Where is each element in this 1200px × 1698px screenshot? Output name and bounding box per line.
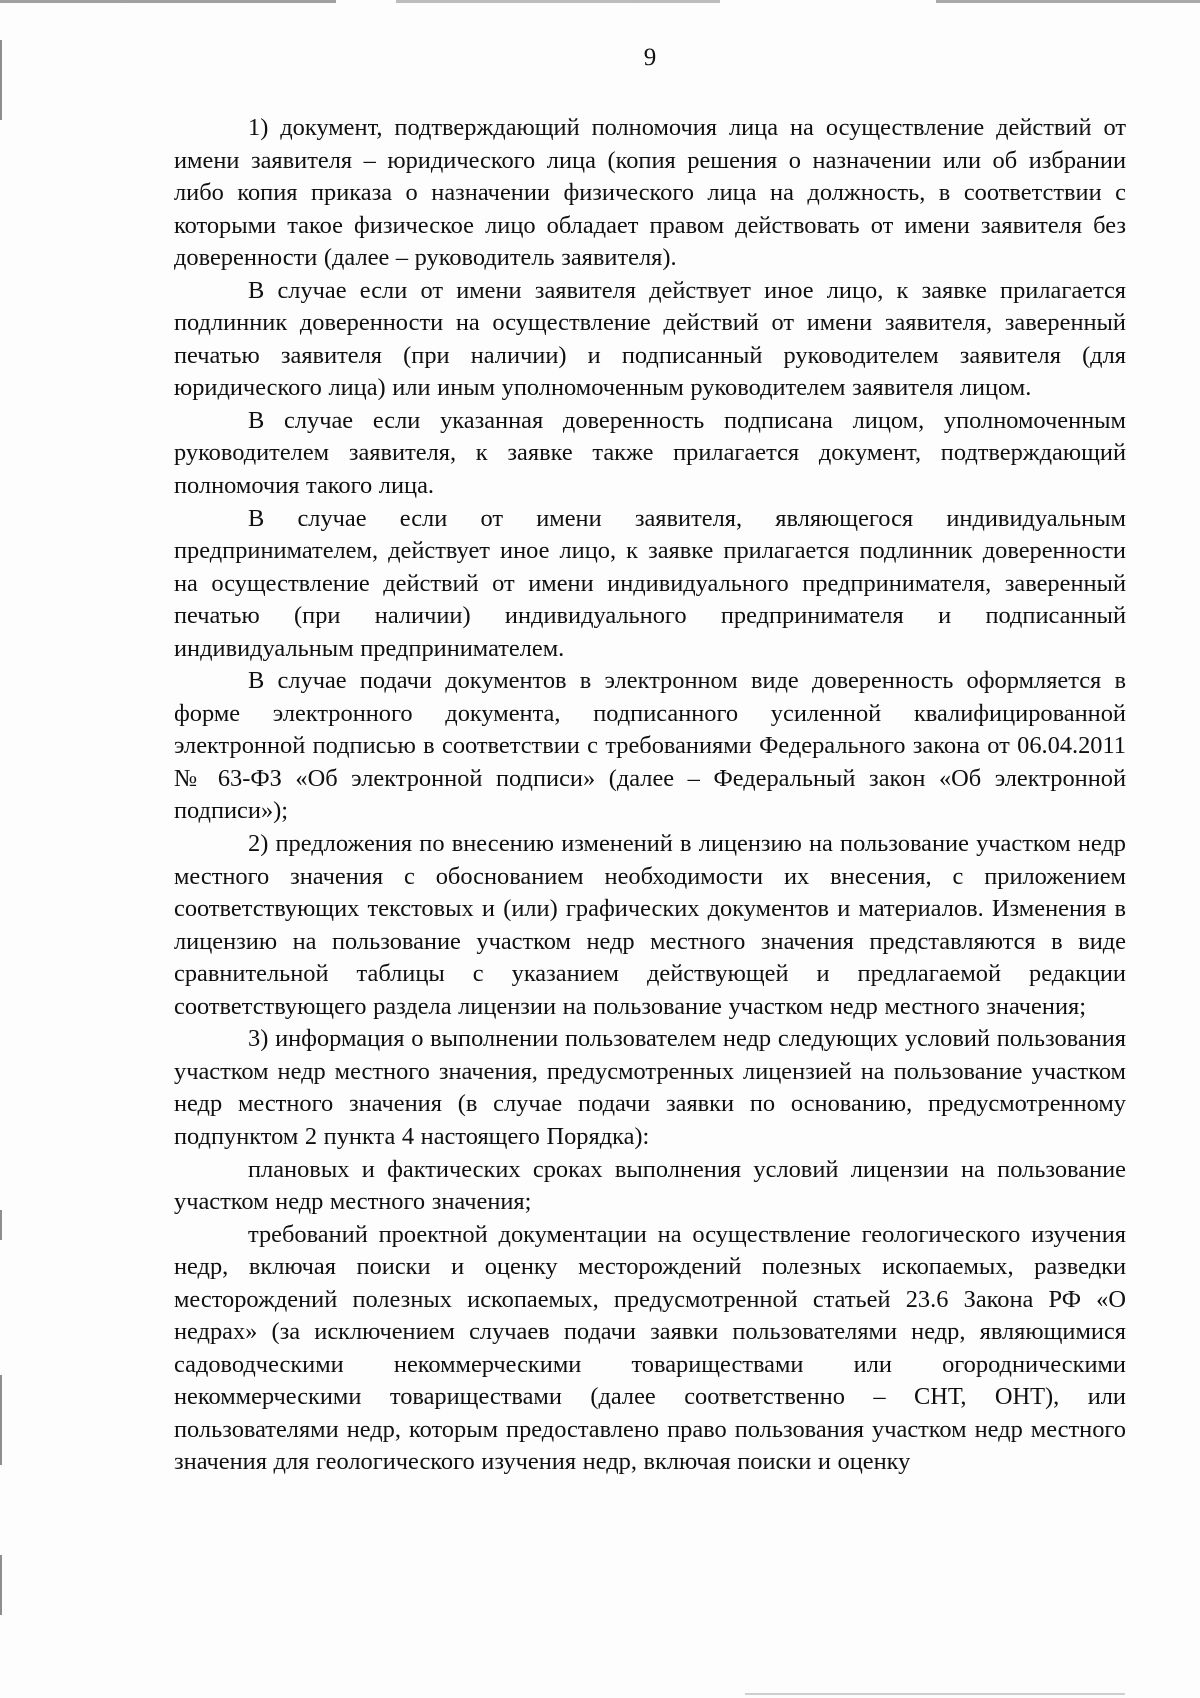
paragraph: В случае если от имени заявителя, являющегося индивидуальным предпринимателем, действует иное лицо, к заявке прилагается подлинник доверенности на осуществление действий от имени индивидуального предпринимателя, заверенный печатью (при наличии) индивидуального предпринимателя и подписанный индивидуальным предпринимателем. bbox=[174, 504, 1126, 662]
paragraph: В случае подачи документов в электронном виде доверенность оформляется в форме электронного документа, подписанного усиленной квалифицированной электронной подписью в соответствии с требованиями Федерального закона от 06.04.2011 № 63-ФЗ «Об электронной подписи» (далее – Федеральный закон «Об электронной подписи»); bbox=[174, 667, 1126, 825]
body-text bbox=[174, 112, 1126, 1479]
paragraph: 2) предложения по внесению изменений в лицензию на пользование участком недр местного значения с обоснованием необходимости их внесения, с приложением соответствующих текстовых и (или) графических документов и материалов. Изменения в лицензию на пользование участком недр местного значения представляются в виде сравнительной таблицы с указанием действующей и предлагаемой редакции соответствующего раздела лицензии на пользование участком недр местного значения; bbox=[174, 830, 1126, 1020]
paragraph: плановых и фактических сроках выполнения условий лицензии на пользование участком недр местного значения; bbox=[174, 1155, 1126, 1216]
scan-edge-left bbox=[0, 1555, 2, 1615]
paragraph: 1) документ, подтверждающий полномочия лица на осуществление действий от имени заявителя – юридического лица (копия решения о назначении или об избрании либо копия приказа о назначении физического лица на должность, в соответствии с которыми такое физическое лицо обладает правом действовать от имени заявителя без доверенности (далее – руководитель заявителя). bbox=[174, 114, 1126, 272]
scan-edge-left bbox=[0, 1210, 2, 1240]
paragraph: требований проектной документации на осуществление геологического изучения недр, включая поиски и оценку месторождений полезных ископаемых, разведки месторождений полезных ископаемых, предусмотренной статьей 23.6 Закона РФ «О недрах» (за исключением случаев подачи заявки пользователями недр, являющимися садоводческими некоммерческими товариществами или огородническими некоммерческими товариществами (далее соответственно – СНТ, ОНТ), или пользователями недр, которым предоставлено право пользования участком недр местного значения для геологического изучения недр, включая поиски и оценку bbox=[174, 1220, 1126, 1476]
page-number: 9 bbox=[643, 44, 657, 71]
paragraph: В случае если указанная доверенность подписана лицом, уполномоченным руководителем заявителя, к заявке также прилагается документ, подтверждающий полномочия такого лица. bbox=[174, 406, 1126, 500]
scan-edge-left bbox=[0, 1375, 2, 1465]
paragraph: 3) информация о выполнении пользователем недр следующих условий пользования участком недр местного значения, предусмотренных лицензией на пользование участком недр местного значения (в случае подачи заявки по основанию, предусмотренному подпунктом 2 пункта 4 настоящего Порядка): bbox=[174, 1025, 1126, 1150]
paragraph: В случае если от имени заявителя действует иное лицо, к заявке прилагается подлинник доверенности на осуществление действий от имени заявителя, заверенный печатью заявителя (при наличии) и подписанный руководителем заявителя (для юридического лица) или иным уполномоченным руководителем заявителя лицом. bbox=[174, 276, 1126, 402]
scan-edge-bottom bbox=[745, 1693, 1125, 1695]
scan-edge-top bbox=[0, 0, 1200, 3]
